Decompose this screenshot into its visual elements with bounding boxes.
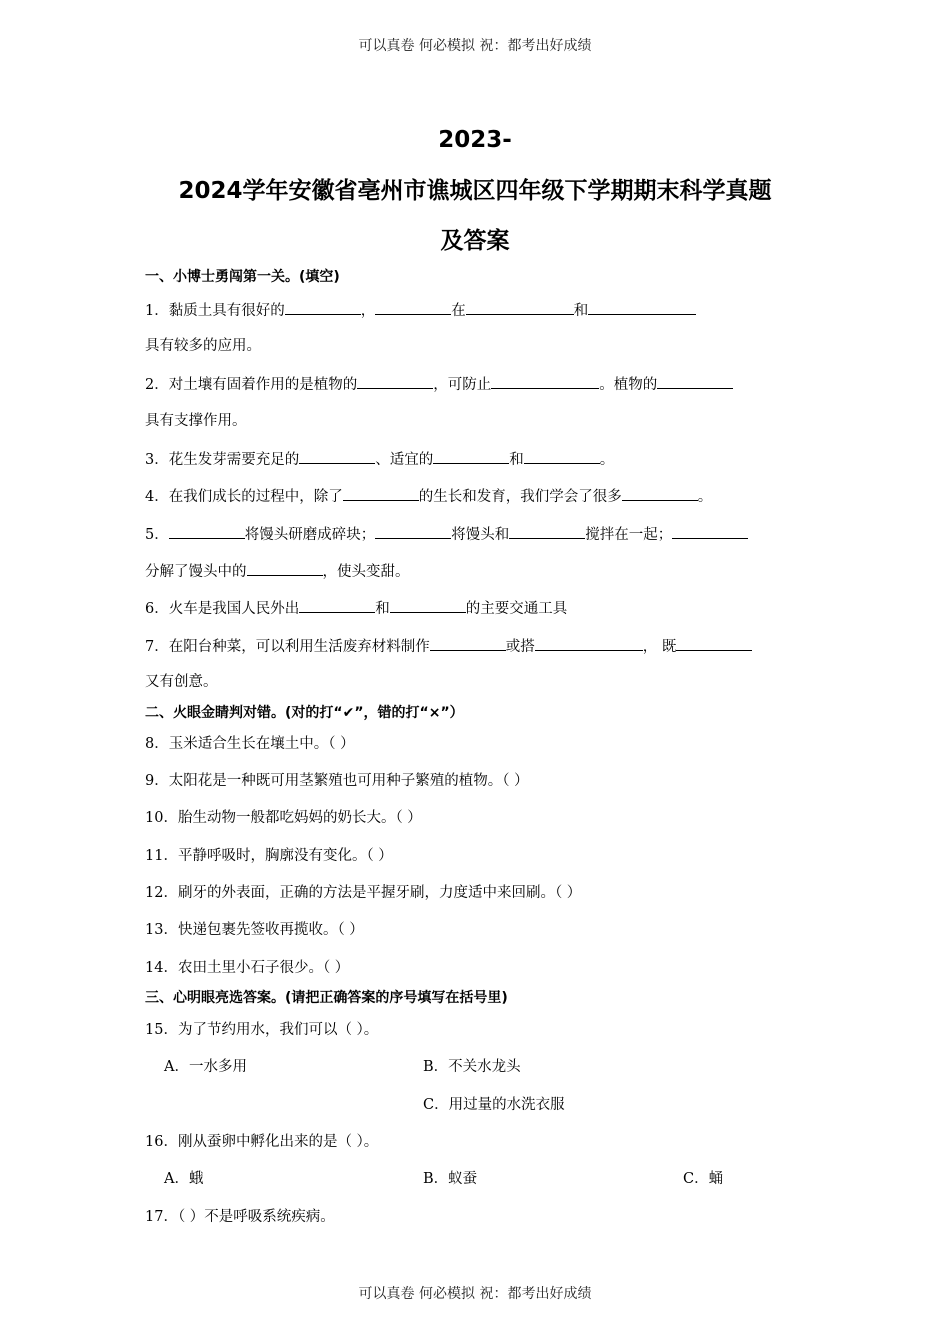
question-15: 15．为了节约用水，我们可以（ ）。 xyxy=(145,1022,379,1038)
q6-text: 和 xyxy=(375,601,390,617)
answer-blank[interactable] xyxy=(433,449,509,464)
question-3 xyxy=(145,449,614,469)
answer-blank[interactable] xyxy=(466,300,574,315)
q5-text: 分解了馒头中的 xyxy=(145,564,247,580)
q4-text: 4．在我们成长的过程中，除了 xyxy=(145,489,343,505)
q3-text: 和 xyxy=(509,452,524,468)
q5-text: 搅拌在一起； xyxy=(585,527,673,543)
section-3-heading: 三、心明眼亮选答案。(请把正确答案的序号填写在括号里) xyxy=(145,990,508,1006)
question-13: 13．快递包裹先签收再揽收。（ ） xyxy=(145,922,364,938)
answer-blank[interactable] xyxy=(343,486,419,501)
question-12: 12．刷牙的外表面，正确的方法是平握牙刷，力度适中来回刷。（ ） xyxy=(145,885,582,901)
answer-blank[interactable] xyxy=(524,449,600,464)
q6-text: 的主要交通工具 xyxy=(465,601,568,617)
question-7 xyxy=(145,636,752,656)
q5-text: 将馒头和 xyxy=(451,527,510,543)
question-5-continued xyxy=(145,561,410,581)
question-2-continued: 具有支撑作用。 xyxy=(145,413,247,429)
answer-blank[interactable] xyxy=(285,300,361,315)
question-6 xyxy=(145,598,567,618)
q7-text: 或搭 xyxy=(505,639,535,655)
section-2-heading xyxy=(145,704,464,722)
answer-blank[interactable] xyxy=(299,449,375,464)
q16-option-a[interactable]: A．蛾 xyxy=(164,1171,204,1187)
q5-text: 将馒头研磨成碎块； xyxy=(244,527,376,543)
q5-text: 5． xyxy=(145,527,169,543)
q6-text: 6．火车是我国人民外出 xyxy=(145,601,300,617)
answer-blank[interactable] xyxy=(491,374,599,389)
q5-text: ，使头变甜。 xyxy=(322,564,410,580)
answer-blank[interactable] xyxy=(375,524,451,539)
answer-blank[interactable] xyxy=(247,561,323,576)
question-1-continued: 具有较多的应用。 xyxy=(145,338,261,354)
q15-option-a[interactable]: A．一水多用 xyxy=(164,1059,247,1075)
question-5 xyxy=(145,524,748,544)
q2-text: ，可防止 xyxy=(433,377,492,393)
q15-option-b[interactable]: B．不关水龙头 xyxy=(423,1059,521,1075)
question-16: 16．刚从蚕卵中孵化出来的是（ ）。 xyxy=(145,1134,379,1150)
answer-blank[interactable] xyxy=(676,636,752,651)
answer-blank[interactable] xyxy=(657,374,733,389)
q7-text: ， 既 xyxy=(642,639,677,655)
answer-blank[interactable] xyxy=(390,598,466,613)
q3-text: 、适宜的 xyxy=(375,452,434,468)
title-line-2: 2024学年安徽省亳州市谯城区四年级下学期期末科学真题 xyxy=(178,178,772,204)
answer-blank[interactable] xyxy=(430,636,506,651)
title-line-3: 及答案 xyxy=(440,228,510,254)
answer-blank[interactable] xyxy=(588,300,696,315)
q1-text: 在 xyxy=(451,303,466,319)
section-2-text: 二、火眼金睛判对错。(对的打“ xyxy=(145,705,343,721)
q1-text: 1．黏质土具有很好的 xyxy=(145,303,285,319)
q1-text: 和 xyxy=(573,303,589,319)
answer-blank[interactable] xyxy=(357,374,433,389)
question-4 xyxy=(145,486,712,506)
page-header: 可以真卷 何必模拟 祝：都考出好成绩 xyxy=(358,38,592,54)
question-2 xyxy=(145,374,733,394)
answer-blank[interactable] xyxy=(535,636,643,651)
q15-option-c[interactable]: C．用过量的水洗衣服 xyxy=(423,1097,565,1113)
answer-blank[interactable] xyxy=(299,598,375,613)
check-mark-icon: ✔ xyxy=(342,705,355,721)
answer-blank[interactable] xyxy=(509,524,585,539)
q3-text: 。 xyxy=(599,452,615,468)
answer-blank[interactable] xyxy=(375,300,451,315)
title-line-1: 2023- xyxy=(438,127,512,153)
section-2-text: ”，错的打“×”） xyxy=(354,705,464,721)
question-11: 11．平静呼吸时，胸廓没有变化。（ ） xyxy=(145,848,393,864)
q16-option-b[interactable]: B．蚁蚕 xyxy=(423,1171,478,1187)
question-8: 8．玉米适合生长在壤土中。（ ） xyxy=(145,736,355,752)
question-1 xyxy=(145,300,696,320)
q4-text: 的生长和发育，我们学会了很多 xyxy=(418,489,622,505)
question-9: 9．太阳花是一种既可用茎繁殖也可用种子繁殖的植物。（ ） xyxy=(145,773,529,789)
question-10: 10．胎生动物一般都吃妈妈的奶长大。（ ） xyxy=(145,810,422,826)
page-footer: 可以真卷 何必模拟 祝：都考出好成绩 xyxy=(358,1286,592,1302)
section-1-heading: 一、小博士勇闯第一关。(填空) xyxy=(145,269,340,285)
q7-text: 7．在阳台种菜，可以利用生活废弃材料制作 xyxy=(145,639,430,655)
question-14: 14．农田土里小石子很少。（ ） xyxy=(145,960,350,976)
question-17: 17．（ ）不是呼吸系统疾病。 xyxy=(145,1209,335,1225)
q16-option-c[interactable]: C．蛹 xyxy=(683,1171,724,1187)
answer-blank[interactable] xyxy=(622,486,698,501)
q1-text: ， xyxy=(360,303,376,319)
question-7-continued: 又有创意。 xyxy=(145,674,218,690)
q2-text: 。植物的 xyxy=(599,377,658,393)
answer-blank[interactable] xyxy=(672,524,748,539)
q4-text: 。 xyxy=(697,489,713,505)
q2-text: 2．对土壤有固着作用的是植物的 xyxy=(145,377,358,393)
answer-blank[interactable] xyxy=(169,524,245,539)
q3-text: 3．花生发芽需要充足的 xyxy=(145,452,300,468)
